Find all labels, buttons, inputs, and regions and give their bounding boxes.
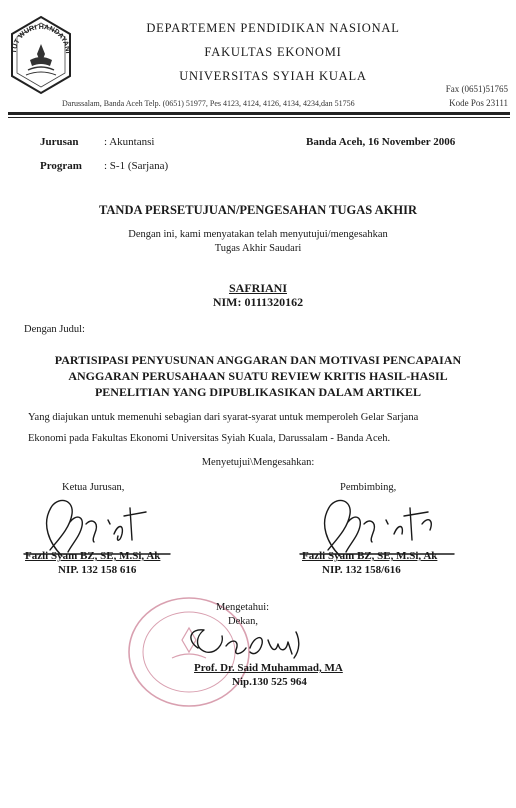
intro-line2: Tugas Akhir Saudari <box>214 243 302 254</box>
letterhead-rule-thin <box>8 117 510 118</box>
letterhead-rule-thick <box>8 112 510 115</box>
left-signatory-role: Ketua Jurusan, <box>62 482 125 493</box>
judul-label: Dengan Judul: <box>24 324 85 335</box>
student-nim: NIM: 0111320162 <box>212 295 304 309</box>
program-value: : S-1 (Sarjana) <box>104 160 169 172</box>
jurusan-value: : Akuntansi <box>104 136 155 148</box>
letterhead-fax: Fax (0651)51765 <box>445 84 508 94</box>
document-date: Banda Aceh, 16 November 2006 <box>306 136 456 148</box>
approval-label: Menyetujui\Mengesahkan: <box>201 457 315 468</box>
document-title: TANDA PERSETUJUAN/PENGESAHAN TUGAS AKHIR <box>99 203 417 217</box>
svg-text:TUT WURI HANDAYANI: TUT WURI HANDAYANI <box>10 23 72 54</box>
letterhead-line2: FAKULTAS EKONOMI <box>204 45 342 59</box>
letterhead-address: Darussalam, Banda Aceh Telp. (0651) 51977, Pes 4123, 4124, 4126, 4134, 4234,dan 51756 <box>62 99 355 108</box>
program-label: Program <box>40 160 82 172</box>
jurusan-label: Jurusan <box>40 136 79 148</box>
thesis-title-line1: PARTISIPASI PENYUSUNAN ANGGARAN DAN MOTIVASI PENCAPAIAN <box>54 353 462 367</box>
right-signatory-name: Fazli Syam BZ, SE, M.Si, Ak <box>302 550 438 562</box>
dean-nip: Nip.130 525 964 <box>232 676 307 688</box>
letterhead-postcode: Kode Pos 23111 <box>449 98 508 108</box>
thesis-title-line3: PENELITIAN YANG DIPUBLIKASIKAN DALAM ARTIKEL <box>94 385 422 399</box>
intro-line1: Dengan ini, kami menyatakan telah menyutujui/mengesahkan <box>128 229 388 240</box>
right-signatory-role: Pembimbing, <box>340 482 397 493</box>
letterhead-line1: DEPARTEMEN PENDIDIKAN NASIONAL <box>146 21 400 35</box>
purpose-line1: Yang diajukan untuk memenuhi sebagian dari syarat-syarat untuk memperoleh Gelar Sarjana <box>28 412 419 423</box>
letterhead <box>0 0 516 125</box>
letterhead-line3: UNIVERSITAS SYIAH KUALA <box>179 69 367 83</box>
dean-name: Prof. Dr. Said Muhammad, MA <box>194 662 343 674</box>
left-signatory-name: Fazli Syam BZ, SE, M.Si, Ak <box>25 550 161 562</box>
right-signatory-nip: NIP. 132 158/616 <box>322 564 401 576</box>
dean-heading: Mengetahui: <box>216 602 270 613</box>
student-name: SAFRIANI <box>228 281 287 295</box>
dean-role: Dekan, <box>228 616 259 627</box>
left-signatory-nip: NIP. 132 158 616 <box>58 564 137 576</box>
thesis-title-line2: ANGGARAN PERUSAHAAN SUATU REVIEW KRITIS HASIL-HASIL <box>68 369 448 383</box>
purpose-line2: Ekonomi pada Fakultas Ekonomi Universitas Syiah Kuala, Darussalam - Banda Aceh. <box>28 433 391 444</box>
